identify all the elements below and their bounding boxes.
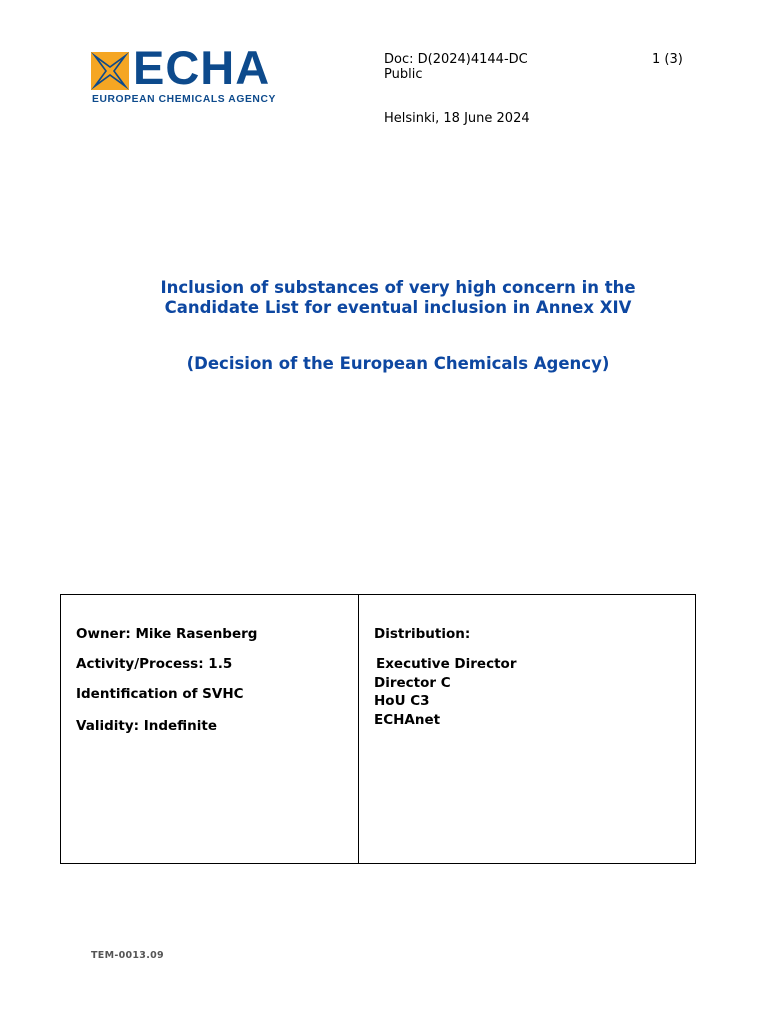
distribution-recipient: Director C bbox=[374, 675, 451, 691]
classification: Public bbox=[384, 67, 423, 82]
echa-logo bbox=[91, 41, 305, 108]
distribution-heading: Distribution: bbox=[374, 626, 471, 642]
title-line-2: Candidate List for eventual inclusion in Annex XIV bbox=[164, 298, 632, 317]
validity-field: Validity: Indefinite bbox=[76, 718, 218, 734]
table-divider bbox=[358, 595, 359, 863]
distribution-recipient: HoU C3 bbox=[374, 693, 430, 709]
page-number: 1 (3) bbox=[652, 52, 683, 67]
info-table bbox=[60, 594, 696, 864]
template-code: TEM-0013.09 bbox=[91, 950, 164, 961]
logo-subtitle: EUROPEAN CHEMICALS AGENCY bbox=[92, 94, 276, 105]
place-date: Helsinki, 18 June 2024 bbox=[384, 111, 530, 126]
identification-field: Identification of SVHC bbox=[76, 686, 244, 702]
activity-field: Activity/Process: 1.5 bbox=[76, 656, 233, 672]
doc-reference: Doc: D(2024)4144-DC bbox=[384, 52, 528, 67]
logo-wordmark: ECHA bbox=[133, 41, 271, 94]
echa-logo-mark-icon bbox=[91, 52, 129, 90]
distribution-recipient: ECHAnet bbox=[374, 712, 441, 728]
owner-field: Owner: Mike Rasenberg bbox=[76, 626, 258, 642]
decision-subtitle: (Decision of the European Chemicals Agency) bbox=[186, 354, 610, 373]
distribution-recipient: Executive Director bbox=[376, 656, 517, 672]
title-line-1: Inclusion of substances of very high concern in the bbox=[160, 278, 636, 297]
